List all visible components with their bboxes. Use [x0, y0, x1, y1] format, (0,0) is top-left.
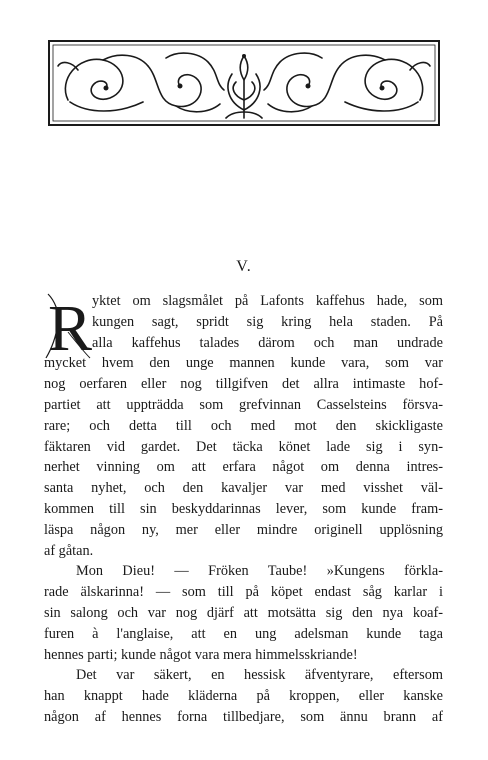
- text-line: fäktaren vid gardet. Det täcka könet lade sig i syn-: [44, 438, 443, 455]
- text-line: kungen sagt, spridt sig kring hela staden. På: [92, 313, 443, 330]
- text-line: mycket hvem den unge mannen kunde vara, som var: [44, 355, 443, 372]
- text-line: hennes parti; kunde något vara mera himmelsskriande!: [44, 646, 358, 663]
- text-line: nerhet vinning om att erfara något om denna intres-: [44, 459, 443, 476]
- drop-cap-letter: R: [48, 292, 92, 360]
- text-line: alla kaffehus talades därom och man undrade: [92, 334, 443, 351]
- text-line: Det var säkert, en hessisk äfventyrare, eftersom: [76, 667, 443, 684]
- text-line: nog oerfaren eller nog tillgifven det allra intimaste hof-: [44, 376, 443, 393]
- text-line: yktet om slagsmålet på Lafonts kaffehus hade, som: [92, 293, 443, 309]
- text-line: santa nyhet, och den kavaljer var med visshet väl-: [44, 480, 443, 497]
- body-text: [44, 291, 443, 728]
- text-line: sin salong och var nog djärf att motsätta sig den nya koaf-: [44, 604, 443, 621]
- text-line: rade älskarinna! — som till på köpet endast såg karlar i: [44, 584, 443, 601]
- text-line: af gåtan.: [44, 542, 94, 559]
- text-line: furen à l'anglaise, att en ung adelsman kunde taga: [44, 625, 443, 642]
- text-line: kommen till sin beskyddarinnas lever, som kunde fram-: [44, 500, 443, 517]
- text-line: partiet att uppträdda som grefvinnan Casselsteins försva-: [44, 396, 443, 413]
- text-line: Mon Dieu! — Fröken Taube! »Kungens förkla-: [76, 563, 443, 580]
- decorative-headpiece: [48, 40, 440, 126]
- chapter-number: V.: [236, 258, 252, 275]
- text-line: han knappt hade kläderna på kroppen, eller kanske: [44, 688, 443, 705]
- text-line: rare; och detta till och med mot den skickligaste: [44, 417, 443, 434]
- text-line: någon af hennes forna tillbedjare, som ännu brann af: [44, 708, 443, 725]
- text-line: läspa någon ny, mer eller mindre originell upplösning: [44, 521, 443, 538]
